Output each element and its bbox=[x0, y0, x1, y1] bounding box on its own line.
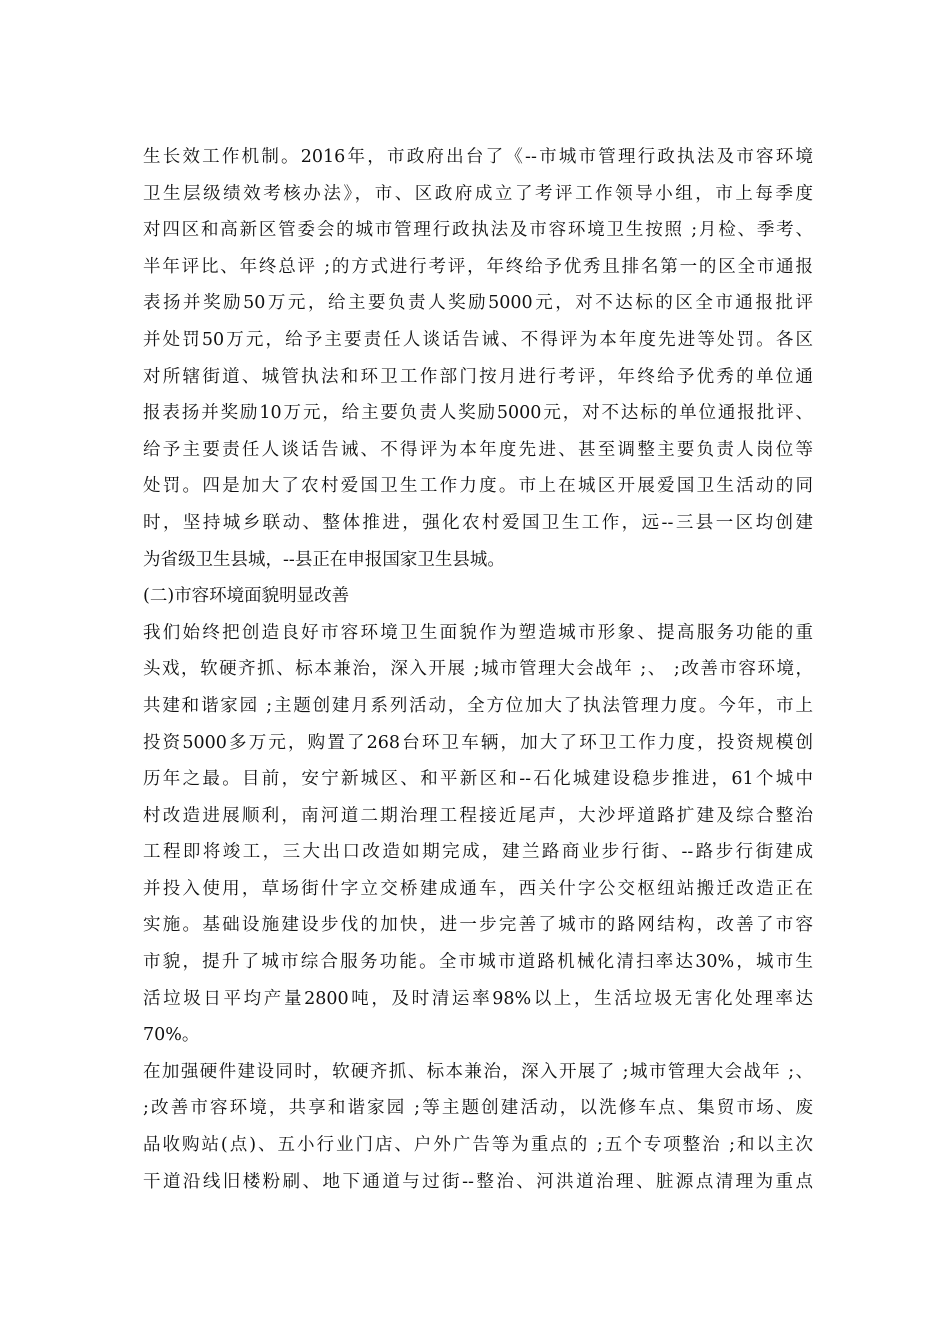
text-line: 处罚。四是加大了农村爱国卫生工作力度。市上在城区开展爱国卫生活动的同 bbox=[143, 476, 813, 497]
text-line: 工程即将竣工，三大出口改造如期完成，建兰路商业步行街、--路步行街建成 bbox=[143, 842, 813, 863]
text-line: 历年之最。目前，安宁新城区、和平新区和--石化城建设稳步推进，61个城中 bbox=[143, 769, 813, 790]
text-line: 品收购站(点)、五小行业门店、户外广告等为重点的 ;五个专项整治 ;和以主次 bbox=[143, 1135, 813, 1156]
section-heading bbox=[143, 578, 813, 615]
text-line: 市貌，提升了城市综合服务功能。全市城市道路机械化清扫率达30%，城市生 bbox=[143, 952, 813, 973]
text-line: 并处罚50万元，给予主要责任人谈话告诫、不得评为本年度先进等处罚。各区 bbox=[143, 329, 813, 350]
text-line: 时，坚持城乡联动、整体推进，强化农村爱国卫生工作，远--三县一区均创建 bbox=[143, 512, 813, 533]
text-line: 并投入使用，草场街什字立交桥建成通车，西关什字公交枢纽站搬迁改造正在 bbox=[143, 878, 813, 899]
text-line: 村改造进展顺利，南河道二期治理工程接近尾声，大沙坪道路扩建及综合整治 bbox=[143, 805, 813, 826]
text-line: 为省级卫生县城，--县正在申报国家卫生县城。 bbox=[143, 549, 505, 570]
text-line: 生长效工作机制。2016年，市政府出台了《--市城市管理行政执法及市容环境 bbox=[143, 147, 813, 167]
text-line: 我们始终把创造良好市容环境卫生面貌作为塑造城市形象、提高服务功能的重 bbox=[143, 622, 813, 643]
heading-line: (二)市容环境面貌明显改善 bbox=[143, 586, 350, 607]
text-line: 对四区和高新区管委会的城市管理行政执法及市容环境卫生按照 ;月检、季考、 bbox=[143, 220, 813, 241]
text-line: 卫生层级绩效考核办法》，市、区政府成立了考评工作领导小组，市上每季度 bbox=[143, 183, 813, 204]
text-line: 表扬并奖励50万元，给主要负责人奖励5000元，对不达标的区全市通报批评 bbox=[143, 293, 813, 314]
paragraph-evaluation bbox=[143, 139, 813, 578]
text-line: 实施。基础设施建设步伐的加快，进一步完善了城市的路网结构，改善了市容 bbox=[143, 915, 813, 936]
text-line: 对所辖街道、城管执法和环卫工作部门按月进行考评，年终给予优秀的单位通 bbox=[143, 366, 813, 387]
text-line: 头戏，软硬齐抓、标本兼治，深入开展 ;城市管理大会战年 ;、 ;改善市容环境， bbox=[143, 659, 813, 680]
paragraph-campaigns bbox=[143, 1054, 813, 1200]
text-line: 70%。 bbox=[143, 1025, 200, 1046]
text-line: ;改善市容环境，共享和谐家园 ;等主题创建活动，以洗修车点、集贸市场、废 bbox=[143, 1098, 813, 1119]
paragraph-cityscape bbox=[143, 615, 813, 1054]
text-line: 活垃圾日平均产量2800吨，及时清运率98%以上，生活垃圾无害化处理率达 bbox=[143, 988, 813, 1009]
text-line: 报表扬并奖励10万元，给主要负责人奖励5000元，对不达标的单位通报批评、 bbox=[143, 403, 813, 424]
document-body bbox=[143, 139, 813, 1200]
text-line: 共建和谐家园 ;主题创建月系列活动，全方位加大了执法管理力度。今年，市上 bbox=[143, 695, 813, 716]
text-line: 半年评比、年终总评 ;的方式进行考评，年终给予优秀且排名第一的区全市通报 bbox=[143, 256, 813, 277]
text-line: 在加强硬件建设同时，软硬齐抓、标本兼治，深入开展了 ;城市管理大会战年 ;、 bbox=[143, 1061, 813, 1082]
text-line: 干道沿线旧楼粉刷、地下通道与过街--整治、河洪道治理、脏源点清理为重点 bbox=[143, 1171, 813, 1192]
text-line: 投资5000多万元，购置了268台环卫车辆，加大了环卫工作力度，投资规模创 bbox=[143, 732, 813, 753]
text-line: 给予主要责任人谈话告诫、不得评为本年度先进、甚至调整主要负责人岗位等 bbox=[143, 439, 813, 460]
